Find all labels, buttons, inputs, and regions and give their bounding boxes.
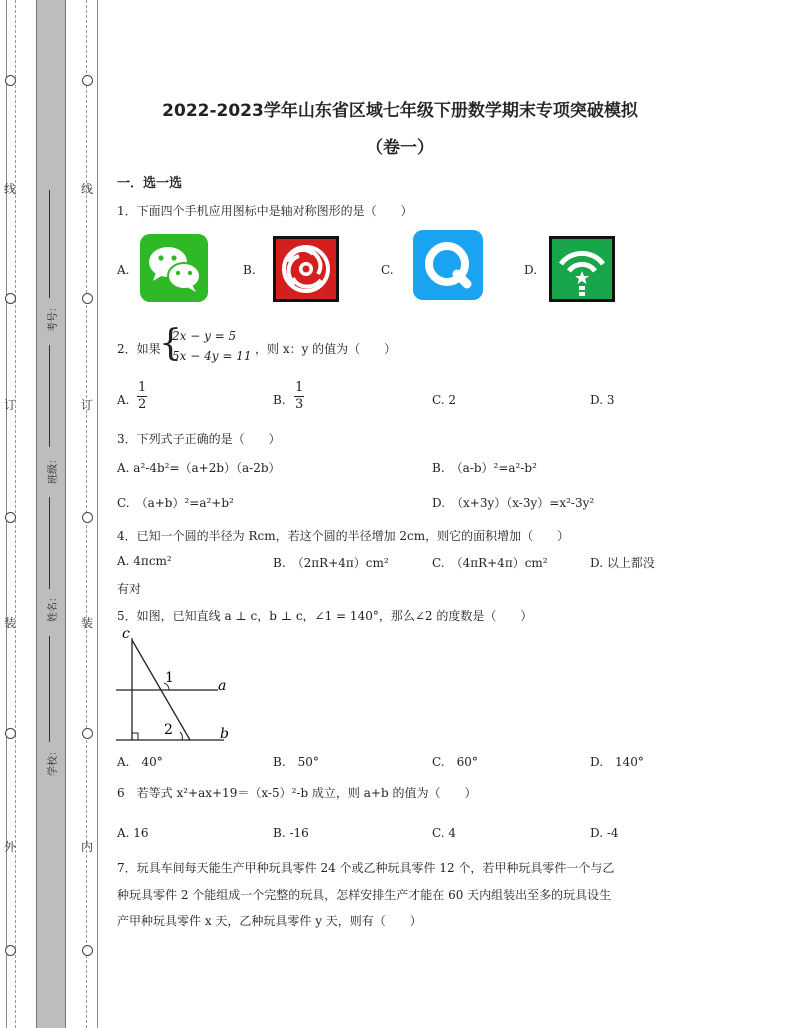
q5-option-c: C. 60° bbox=[432, 755, 478, 769]
q2-equation-2: 5x − 4y = 11 bbox=[172, 349, 252, 363]
q1-option-b: B. bbox=[243, 263, 256, 277]
q2-option-d bbox=[590, 393, 614, 407]
exam-subtitle: （卷一） bbox=[366, 138, 434, 158]
q6-option-c: C. 4 bbox=[432, 826, 457, 840]
option-label: C. bbox=[432, 393, 445, 407]
wifi-icon bbox=[549, 236, 615, 302]
q1-option-c: C. bbox=[381, 263, 394, 277]
label-school: 学校： bbox=[48, 746, 59, 776]
q6-option-b: B. -16 bbox=[273, 826, 309, 840]
q1-stem: 1．下面四个手机应用图标中是轴对称图形的是（ ） bbox=[117, 204, 413, 218]
q2-option-a-fraction bbox=[137, 380, 147, 413]
option-label: D. bbox=[590, 393, 604, 407]
denominator: 2 bbox=[138, 397, 147, 412]
numerator: 1 bbox=[138, 380, 147, 395]
binding-hole bbox=[82, 75, 93, 86]
margin-char-xian: 线 bbox=[3, 182, 16, 196]
exam-title: 2022-2023学年山东省区域七年级下册数学期末专项突破模拟 bbox=[162, 101, 638, 121]
label-angle-2: 2 bbox=[164, 722, 173, 738]
margin-char-wai: 外 bbox=[3, 840, 16, 854]
option-value: 2 bbox=[448, 393, 457, 407]
fill-line-class bbox=[49, 345, 50, 447]
option-value: 3 bbox=[606, 393, 615, 407]
label-name: 姓名： bbox=[48, 592, 59, 622]
margin-char-nei: 内 bbox=[80, 840, 93, 854]
q4-option-b: B. （2πR+4π）cm² bbox=[273, 556, 389, 570]
q6-stem: 6 若等式 x²+ax+19＝（x-5）²-b 成立，则 a+b 的值为（ ） bbox=[117, 786, 477, 800]
denominator: 3 bbox=[295, 397, 304, 412]
q5-stem: 5．如图，已知直线 a ⊥ c，b ⊥ c，∠1 = 140°，那么∠2 的度数是（ ） bbox=[117, 609, 533, 623]
q5-option-d: D. 140° bbox=[590, 755, 644, 769]
binding-hole bbox=[82, 512, 93, 523]
angle-2-arc bbox=[180, 732, 182, 740]
q2-option-b-fraction bbox=[294, 380, 304, 413]
q5-option-b: B. 50° bbox=[273, 755, 319, 769]
q7-line-1: 7．玩具车间每天能生产甲种玩具零件 24 个或乙种玩具零件 12 个，若甲种玩具零件一个与乙 bbox=[117, 861, 615, 875]
q2-equation-1: 2x − y = 5 bbox=[172, 329, 237, 343]
swirl-icon bbox=[273, 236, 339, 302]
wechat-icon bbox=[140, 234, 208, 302]
q2-suffix: ，则 x：y 的值为（ ） bbox=[255, 342, 397, 356]
q2-system bbox=[172, 326, 251, 366]
label-c: c bbox=[122, 628, 130, 642]
binding-hole bbox=[82, 293, 93, 304]
right-angle-mark bbox=[132, 733, 138, 740]
binding-hole bbox=[5, 293, 16, 304]
q7-line-3: 产甲种玩具零件 x 天，乙种玩具零件 y 天，则有（ ） bbox=[117, 914, 422, 928]
binding-hole bbox=[82, 728, 93, 739]
q5-option-a: A. 40° bbox=[117, 755, 163, 769]
q4-option-d: D. 以上都没 bbox=[590, 556, 655, 570]
fill-line-exam-number bbox=[49, 190, 50, 298]
q4-stem: 4．已知一个圆的半径为 Rcm，若这个圆的半径增加 2cm，则它的面积增加（ ） bbox=[117, 529, 570, 543]
q4-option-c: C. （4πR+4π）cm² bbox=[432, 556, 548, 570]
margin-char-xian: 线 bbox=[80, 182, 93, 196]
q1-option-d: D. bbox=[524, 263, 538, 277]
fill-line-name bbox=[49, 497, 50, 589]
q6-option-a: A. 16 bbox=[117, 826, 149, 840]
label-class: 班级： bbox=[48, 454, 59, 484]
q3-option-c: C. （a+b）²=a²+b² bbox=[117, 496, 234, 510]
q4-option-a: A. 4πcm² bbox=[117, 554, 172, 568]
search-q-icon bbox=[413, 230, 483, 300]
q2-option-b-label: B. bbox=[273, 393, 286, 407]
q3-option-d: D. （x+3y）（x-3y）=x²-3y² bbox=[432, 496, 595, 510]
q4-option-d-continued: 有对 bbox=[117, 582, 142, 596]
binding-hole bbox=[5, 512, 16, 523]
q6-option-d: D. -4 bbox=[590, 826, 619, 840]
q7-line-2: 种玩具零件 2 个能组成一个完整的玩具，怎样安排生产才能在 60 天内组装出至多的玩具设生 bbox=[117, 888, 612, 902]
label-a: a bbox=[218, 678, 227, 694]
section-heading: 一．选一选 bbox=[117, 176, 183, 191]
margin-char-ding: 订 bbox=[80, 398, 93, 412]
q3-option-b: B. （a-b）²=a²-b² bbox=[432, 461, 537, 475]
label-exam-number: 考号： bbox=[48, 302, 59, 332]
binding-hole bbox=[5, 728, 16, 739]
margin-char-zhuang: 装 bbox=[80, 616, 93, 630]
label-angle-1: 1 bbox=[165, 670, 174, 686]
q3-stem: 3．下列式子正确的是（ ） bbox=[117, 432, 281, 446]
binding-hole bbox=[5, 945, 16, 956]
system-brace: { bbox=[159, 323, 182, 364]
q5-geometry-figure bbox=[114, 628, 238, 746]
q3-option-a: A. a²-4b²=（a+2b）（a-2b） bbox=[117, 461, 281, 475]
numerator: 1 bbox=[295, 380, 304, 395]
q2-prefix: 2．如果 bbox=[117, 342, 161, 356]
binding-strip bbox=[36, 0, 66, 1028]
binding-hole bbox=[5, 75, 16, 86]
binding-hole bbox=[82, 945, 93, 956]
fill-line-school bbox=[49, 636, 50, 742]
margin-char-zhuang: 装 bbox=[3, 616, 16, 630]
label-b: b bbox=[220, 726, 229, 742]
q1-option-a: A. bbox=[117, 263, 130, 277]
margin-char-ding: 订 bbox=[3, 398, 16, 412]
q2-option-c bbox=[432, 393, 456, 407]
q2-option-a-label: A. bbox=[117, 393, 130, 407]
inner-border-line bbox=[97, 0, 98, 1028]
